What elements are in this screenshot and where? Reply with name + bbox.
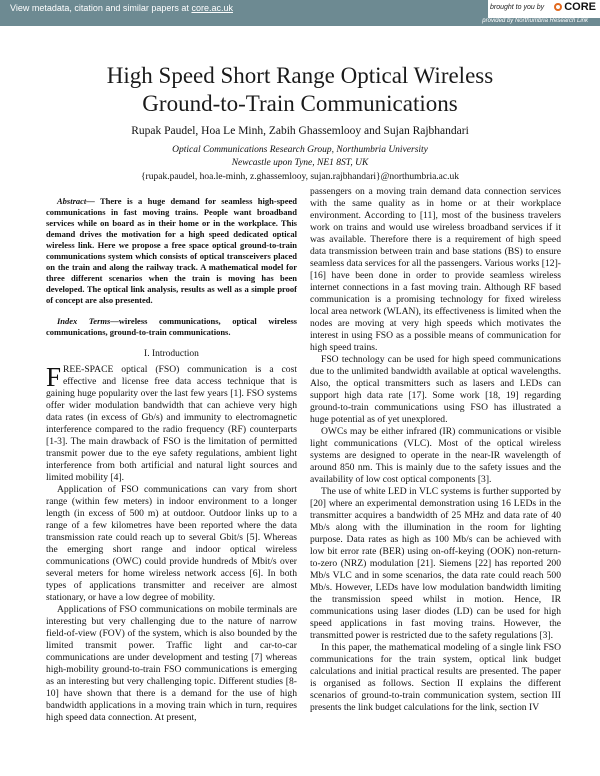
intro-paragraph-2: Application of FSO communications can vary from short range (within few meters) in indoor environment to a longer length (in excess of 500 m) at outdoor. Outdoor links up to a range of a few kilometres have been reported where the data transmission rate could reach up to several Gbit/s [5]. Whereas the emerging short range and indoor optical wireless communications (OWC) could provide hundreds of Mbit/s over several meters for home wireless network access [6]. In both types of applications transmitter and receiver are almost stationary, or have a low degree of mobility. bbox=[46, 484, 297, 603]
right-column bbox=[310, 186, 561, 714]
core-link[interactable]: core.ac.uk bbox=[191, 3, 233, 13]
abstract bbox=[46, 196, 297, 306]
index-terms-text: —wireless communications, optical wireless communications, ground-to-train communications. bbox=[46, 316, 297, 337]
intro-paragraph-3: Applications of FSO communications on mobile terminals are interesting but very challenging due to the nature of narrow field-of-view (FOV) of the system, which is also bounded by the limited transmit power. Traffic light and car-to-car communications are under development and testing [7] whereas high-mobility ground-to-train FSO communications is emerging as an interesting but very challenging topic. Different studies [8-10] have shown that there is a demand for the use of high bandwidth applications in a moving train which in turn, requires high speed data connection. At present, bbox=[46, 604, 297, 723]
brought-to-you-by: brought to you by bbox=[490, 4, 545, 11]
paper-title bbox=[0, 62, 600, 118]
left-column bbox=[46, 196, 297, 724]
right-paragraph-1: passengers on a moving train demand data connection services with the same quality as in home or at their workplace environment. According to [11], most of the business travelers work on trains and would use wireless broadband services if it was available. Therefore there is a requirement of high speed data transmission between train and base stations (BS) to ensure seamless data services for all the passengers. Various works [12]-[16] have been done in order to provide seamless wireless internet connections in a fast moving train. Although RF based communication is a promising technology for fixed wireless local area network (WLAN), its effectiveness is limited when the nodes are moving at very high speeds which motivates the interest in using FSO as a possible means of communication for high speed trains. bbox=[310, 186, 561, 353]
right-paragraph-2: FSO technology can be used for high speed communications due to the unlimited bandwidth available at optical wavelengths. Also, the optical transmitters such as lasers and LEDs can support high data rate [17]. Some work [18, 19] regarding ground-to-train communications using FSO has illustrated a huge potential as of yet unexplored. bbox=[310, 354, 561, 425]
abstract-label: Abstract bbox=[57, 196, 87, 206]
abstract-text: — There is a huge demand for seamless high-speed communications in fast moving trains. People want broadband services while on board as in their home or in the workplace. This demand drives the motivation for a high speed dedicated optical wireless link. Here we propose a free space optical ground-to-train communications system which consists of optical transceivers placed on the train and along the railway track. A mathematical model for three different scenarios when the train is moving has been developed. The optical link analysis, results as well as a simple proof of concept are also presented. bbox=[46, 196, 297, 305]
core-logo-box[interactable] bbox=[488, 0, 600, 18]
affiliation-line-1: Optical Communications Research Group, Northumbria University bbox=[172, 145, 428, 155]
right-paragraph-5: In this paper, the mathematical modeling of a single link FSO communications for the train system, optical link budget calculations and initial practical results are presented. The paper is organised as follows. Section II explains the different scenarios of ground-to-train communication system, section III presents the link budget calculations for the link, section IV bbox=[310, 642, 561, 713]
index-terms-label: Index Terms bbox=[57, 316, 111, 326]
title-line-2: Ground-to-Train Communications bbox=[142, 91, 458, 116]
intro-paragraph-1: FREE-SPACE optical (FSO) communication is a cost effective and license free data access technique that is gaining huge popularity over the last few years [1]. FSO systems offer wider modulation bandwidth that can achieve very high data rates (in excess of Gb/s) and immunity to electromagnetic interference compared to the radio frequency (RF) counterparts [1-3]. The main drawback of FSO is the limitation of permitted transmit power due to the eye safety regulations, ambient light interference from both artificial and natural light sources and limited mobility [4]. bbox=[46, 362, 297, 483]
section-heading-introduction: I. Introduction bbox=[144, 349, 199, 359]
core-logo[interactable]: CORE bbox=[554, 1, 596, 13]
right-paragraph-3: OWCs may be either infrared (IR) communications or visible light communications (VLC). Most of the optical wireless systems are designed to operate in the near-IR wavelength of around 850 nm. This is mainly due to the safety issues and the availability of low cost optical components [3]. bbox=[310, 426, 561, 485]
authors: Rupak Paudel, Hoa Le Minh, Zabih Ghassemlooy and Sujan Rajbhandari bbox=[131, 125, 469, 137]
metadata-text: View metadata, citation and similar papers at bbox=[10, 3, 189, 13]
right-paragraph-4: The use of white LED in VLC systems is further supported by [20] where an experimental demonstration using 16 LEDs in the transmitter acquires a bandwidth of 25 MHz and data rate of 40 Mb/s along with the illumination in the room for lighting purpose. Data rates as high as 100 Mb/s can be achieved with low bit error rate (BER) using on-off-keying (OOK) non-return-to-zero (NRZ) modulation [21]. Siemens [22] has reported 200 Mb/s VLC and in some scenarios, the data rate could reach 500 Mb/s. However, LEDs have low modulation bandwidth limiting the transmission speed whilst in motion. Hence, IR communications using laser diodes (LD) can be used for high speed applications in fast moving trains. However, the transmitted power is restricted due to the safety regulations [3]. bbox=[310, 486, 561, 641]
provided-by: provided by Northumbria Research Link bbox=[482, 18, 588, 24]
core-banner bbox=[0, 0, 600, 26]
metadata-link[interactable] bbox=[10, 3, 233, 13]
index-terms bbox=[46, 316, 297, 338]
author-emails: {rupak.paudel, hoa.le-minh, z.ghassemlooy, sujan.rajbhandari}@northumbria.ac.uk bbox=[141, 172, 459, 182]
drop-cap: F bbox=[46, 362, 62, 392]
title-line-1: High Speed Short Range Optical Wireless bbox=[106, 63, 494, 88]
core-ring-icon bbox=[554, 3, 562, 11]
affiliation-line-2: Newcastle upon Tyne, NE1 8ST, UK bbox=[231, 158, 369, 168]
